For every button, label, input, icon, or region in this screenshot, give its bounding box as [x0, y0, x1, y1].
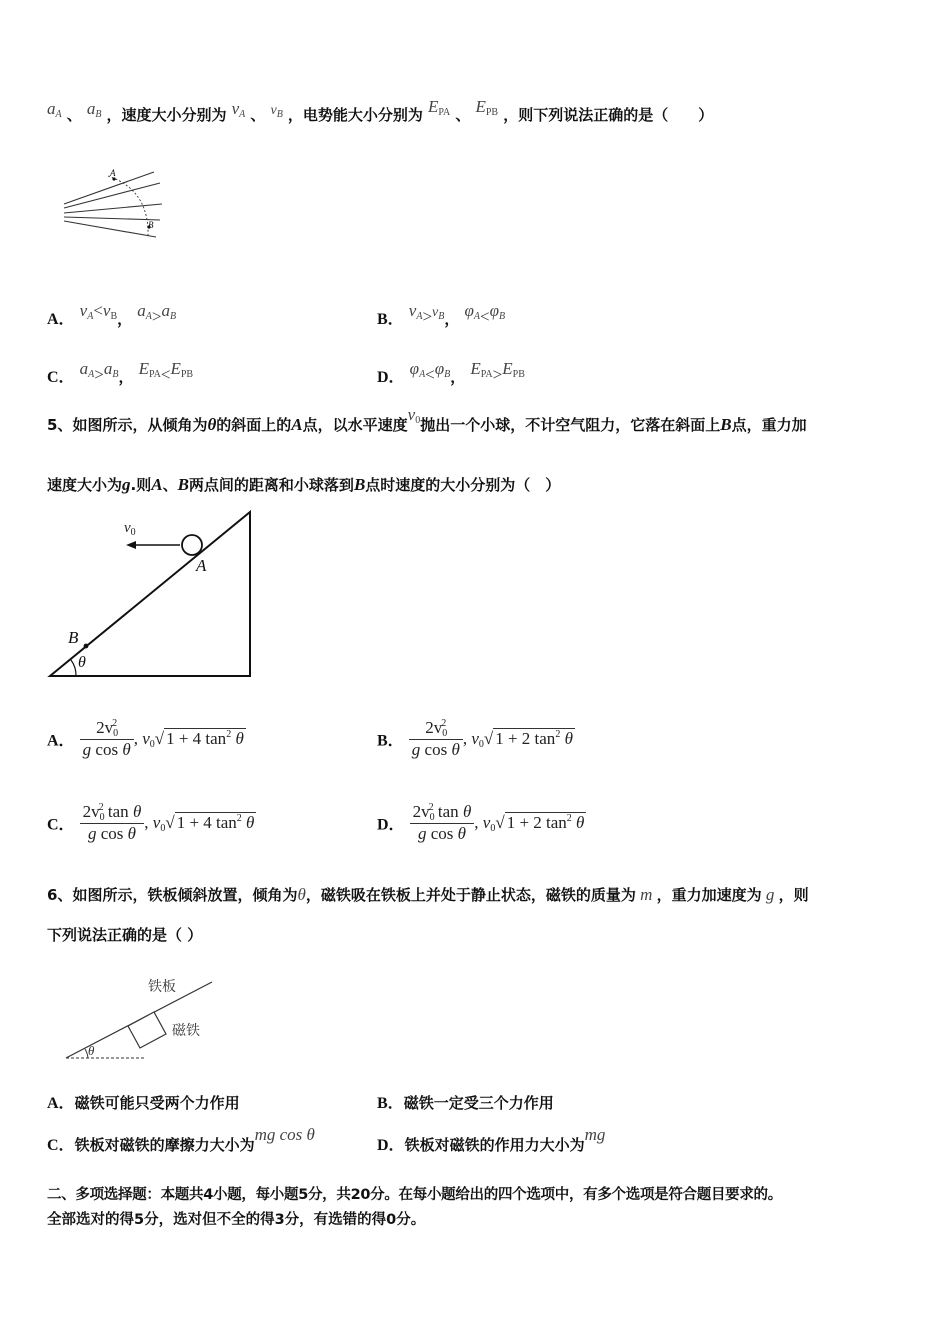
q6-option-d[interactable]: D．铁板对磁铁的作用力大小为mg: [377, 1125, 606, 1154]
sep-1: 、: [66, 106, 82, 124]
q5-figure-label-a: A: [196, 556, 207, 575]
energy-a-symbol: EPA: [428, 97, 451, 118]
q4-stem-part-a: ，速度大小分别为: [106, 106, 227, 124]
q5-option-b[interactable]: B． $\frac{2v0^2}{\text{g cos θ}}$ , v0√ 1 + 2 $\tan^2 \theta$: [377, 718, 573, 759]
accel-a-symbol: $a_A$: [47, 99, 62, 120]
v0-symbol: v0: [407, 405, 421, 426]
q6-stem-line1: 6、如图所示，铁板倾斜放置，倾角为θ，磁铁吸在铁板上并处于静止状态，磁铁的质量为 m ，重力加速度为 g ，则: [47, 885, 809, 904]
q5-figure-label-theta: θ: [78, 654, 86, 671]
sep-3: 、: [455, 106, 471, 124]
q4-stem: [47, 97, 714, 134]
section2-heading-line1: 二、多项选择题：本题共4小题，每小题5分，共20分。在每小题给出的四个选项中，有多个选项是符合题目要求的。: [47, 1187, 782, 1203]
q4-option-d[interactable]: D． $\varphi_A<\varphi_B$， EPA>EPB: [377, 359, 525, 386]
q6-figure-label-plate: 铁板: [148, 979, 176, 995]
q5-figure-label-b: B: [68, 628, 79, 647]
q4-option-a[interactable]: A． $v_A<vB$， $a_A>a_B$: [47, 301, 177, 328]
speed-b-symbol: $v_B$: [270, 103, 283, 120]
q6-option-a[interactable]: A．磁铁可能只受两个力作用: [47, 1094, 240, 1112]
speed-a-symbol: $v_A$: [231, 99, 246, 120]
q5-figure-label-v0: $v_0$: [124, 520, 136, 538]
accel-b-symbol: $a_B$: [86, 99, 102, 120]
q5-stem-line2: 速度大小为g.则A、B两点间的距离和小球落到B点时速度的大小分别为（ ）: [47, 475, 561, 494]
q4-option-c[interactable]: C． $a_A>a_B$， EPA<EPB: [47, 359, 194, 386]
q5-option-a[interactable]: A． $\frac{2v0^2}{\text{g cos θ}}$ , v0√ 1 + 4 $\tan^2 \theta$: [47, 718, 244, 759]
q4-stem-part-b: ，电势能大小分别为: [287, 106, 423, 124]
q6-option-b[interactable]: B．磁铁一定受三个力作用: [377, 1094, 554, 1112]
sep-2: 、: [250, 106, 266, 124]
q4-figure-label-a: A: [110, 168, 116, 178]
q5-option-c[interactable]: C． $\frac{2v0^2 \tan \theta}{\text{g cos θ}}$ , v0√ 1 + 4 $\tan^2 \theta$: [47, 802, 255, 843]
q5-stem-line1: 5、如图所示，从倾角为θ的斜面上的A点，以水平速度v0抛出一个小球，不计空气阻力，它落在斜面上B点，重力加: [47, 405, 807, 434]
q6-stem-line2: 下列说法正确的是（ ）: [47, 926, 203, 944]
q4-option-b[interactable]: B． $v_A>v_B$， $\varphi_A<\varphi_B$: [377, 301, 506, 328]
q6-option-c[interactable]: C．铁板对磁铁的摩擦力大小为mg cos θ: [47, 1125, 315, 1154]
energy-b-symbol: EPB: [475, 97, 499, 118]
q4-field-line-figure: [60, 170, 170, 242]
q6-figure-label-magnet: 磁铁: [172, 1023, 200, 1039]
q5-option-d[interactable]: D． $\frac{2v0^2 \tan \theta}{\text{g cos θ}}$ , v0√ 1 + 2 $\tan^2 \theta$: [377, 802, 585, 843]
q4-figure-label-b: B: [148, 220, 154, 230]
q4-stem-part-c: ，则下列说法正确的是（ ）: [503, 106, 714, 124]
section2-heading-line2: 全部选对的得5分，选对但不全的得3分，有选错的得0分。: [47, 1212, 426, 1228]
q6-figure-label-theta: θ: [88, 1043, 95, 1058]
